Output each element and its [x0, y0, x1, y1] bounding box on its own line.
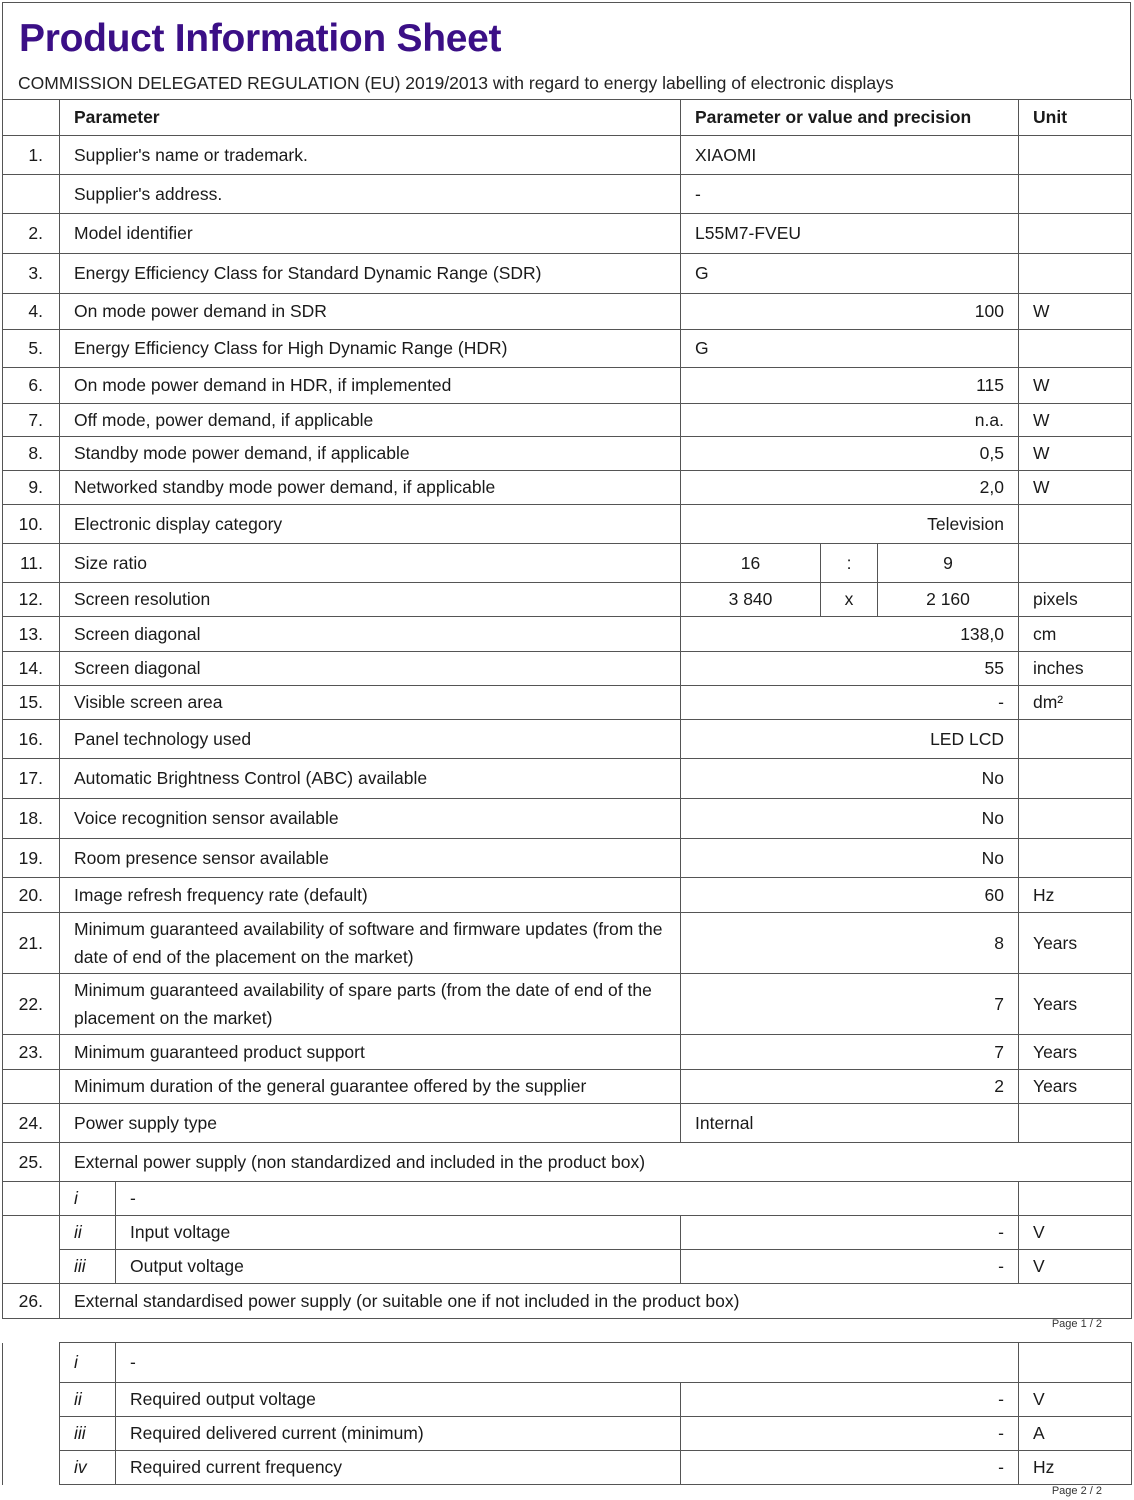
unit-cell	[1019, 330, 1132, 368]
unit-cell: Hz	[1019, 1451, 1132, 1485]
table-row	[3, 1182, 1132, 1216]
value-cell: 138,0	[681, 617, 1019, 652]
value-a: 3 840	[681, 583, 821, 617]
table-row	[3, 1216, 1132, 1250]
header-num	[3, 100, 60, 136]
unit-cell	[1019, 1182, 1132, 1216]
table-row	[3, 617, 1132, 652]
sub-item-label: Required output voltage	[116, 1383, 681, 1417]
parameter-label: Minimum guaranteed product support	[60, 1035, 681, 1070]
parameter-label: Energy Efficiency Class for High Dynamic Range (HDR)	[60, 330, 681, 368]
table-row	[3, 1070, 1132, 1104]
sub-item-numeral: ii	[60, 1216, 116, 1250]
value-cell: L55M7-FVEU	[681, 214, 1019, 254]
sub-item-numeral: iii	[60, 1417, 116, 1451]
table-row	[3, 368, 1132, 404]
table-row	[3, 214, 1132, 254]
table-row	[3, 720, 1132, 759]
value-cell: No	[681, 839, 1019, 878]
value-cell: -	[681, 1250, 1019, 1284]
table-row	[3, 1035, 1132, 1070]
value-cell: 7	[681, 1035, 1019, 1070]
row-number: 13.	[3, 617, 60, 652]
row-number: 5.	[3, 330, 60, 368]
row-number: 11.	[3, 544, 60, 583]
unit-cell: Years	[1019, 974, 1132, 1035]
value-cell: 100	[681, 294, 1019, 330]
row-number: 16.	[3, 720, 60, 759]
value-b: 9	[878, 544, 1019, 583]
sub-item-numeral: i	[60, 1343, 116, 1383]
unit-cell	[1019, 1104, 1132, 1143]
sub-item-label: Required delivered current (minimum)	[116, 1417, 681, 1451]
value-cell: LED LCD	[681, 720, 1019, 759]
unit-cell	[1019, 799, 1132, 839]
value-cell: -	[681, 1417, 1019, 1451]
unit-cell: V	[1019, 1216, 1132, 1250]
row-number: 17.	[3, 759, 60, 799]
row-number	[3, 1417, 60, 1451]
regulation-subtitle: COMMISSION DELEGATED REGULATION (EU) 2019/2013 with regard to energy labelling of electronic displays	[18, 73, 894, 93]
row-number: 4.	[3, 294, 60, 330]
value-cell: No	[681, 799, 1019, 839]
parameter-label: On mode power demand in SDR	[60, 294, 681, 330]
sub-item-label: Output voltage	[116, 1250, 681, 1284]
unit-cell	[1019, 175, 1132, 214]
header-unit: Unit	[1019, 100, 1132, 136]
row-number	[3, 175, 60, 214]
sub-item-label: Required current frequency	[116, 1451, 681, 1485]
sub-item-numeral: ii	[60, 1383, 116, 1417]
parameter-label: Automatic Brightness Control (ABC) available	[60, 759, 681, 799]
header-parameter: Parameter	[60, 100, 681, 136]
row-number: 25.	[3, 1143, 60, 1182]
unit-cell	[1019, 136, 1132, 175]
value-cell: -	[681, 1451, 1019, 1485]
sheet-header	[2, 2, 1131, 100]
parameter-label: Visible screen area	[60, 686, 681, 720]
row-number: 10.	[3, 505, 60, 544]
table-row	[3, 1451, 1132, 1485]
table-row	[3, 1104, 1132, 1143]
row-number: 22.	[3, 974, 60, 1035]
unit-cell: Years	[1019, 1035, 1132, 1070]
parameter-label: Off mode, power demand, if applicable	[60, 404, 681, 437]
table-row	[3, 799, 1132, 839]
unit-cell: pixels	[1019, 583, 1132, 617]
table-row	[3, 1343, 1132, 1383]
row-number	[3, 1250, 60, 1284]
parameter-label: Minimum duration of the general guarantee offered by the supplier	[60, 1070, 681, 1104]
sub-item-numeral: iii	[60, 1250, 116, 1284]
table-row	[3, 294, 1132, 330]
table-row	[3, 759, 1132, 799]
unit-cell	[1019, 759, 1132, 799]
table-row	[3, 136, 1132, 175]
unit-cell	[1019, 254, 1132, 294]
parameter-label: Electronic display category	[60, 505, 681, 544]
table-row	[3, 175, 1132, 214]
row-number	[3, 1343, 60, 1383]
parameter-label: Voice recognition sensor available	[60, 799, 681, 839]
unit-cell: W	[1019, 404, 1132, 437]
header-value: Parameter or value and precision	[681, 100, 1019, 136]
unit-cell: V	[1019, 1383, 1132, 1417]
value-cell: -	[681, 1216, 1019, 1250]
sub-item-label: Input voltage	[116, 1216, 681, 1250]
unit-cell	[1019, 1343, 1132, 1383]
table-row	[3, 330, 1132, 368]
unit-cell: Hz	[1019, 878, 1132, 913]
parameter-label: Image refresh frequency rate (default)	[60, 878, 681, 913]
row-number: 18.	[3, 799, 60, 839]
table-row	[3, 1143, 1132, 1182]
unit-cell: Years	[1019, 1070, 1132, 1104]
sub-item-numeral: iv	[60, 1451, 116, 1485]
unit-cell: inches	[1019, 652, 1132, 686]
row-number	[3, 1070, 60, 1104]
parameter-label: Screen diagonal	[60, 617, 681, 652]
unit-cell: W	[1019, 368, 1132, 404]
table-row	[3, 583, 1132, 617]
parameter-label: Panel technology used	[60, 720, 681, 759]
value-cell: G	[681, 330, 1019, 368]
parameter-label: Energy Efficiency Class for Standard Dynamic Range (SDR)	[60, 254, 681, 294]
table-row	[3, 1250, 1132, 1284]
row-number	[3, 1451, 60, 1485]
table-row	[3, 686, 1132, 720]
parameter-label: Screen diagonal	[60, 652, 681, 686]
value-cell: -	[681, 686, 1019, 720]
value-cell: 8	[681, 913, 1019, 974]
unit-cell: W	[1019, 437, 1132, 471]
row-number	[3, 1182, 60, 1216]
row-number: 6.	[3, 368, 60, 404]
parameter-label: Model identifier	[60, 214, 681, 254]
parameter-label: Size ratio	[60, 544, 681, 583]
row-number: 8.	[3, 437, 60, 471]
row-number: 12.	[3, 583, 60, 617]
row-number: 21.	[3, 913, 60, 974]
table-row	[3, 652, 1132, 686]
parameter-table-continued	[2, 1342, 1132, 1485]
row-number: 26.	[3, 1284, 60, 1319]
parameter-table	[2, 99, 1132, 1319]
unit-cell	[1019, 839, 1132, 878]
table-row	[3, 505, 1132, 544]
row-number: 1.	[3, 136, 60, 175]
row-number: 19.	[3, 839, 60, 878]
value-cell: 0,5	[681, 437, 1019, 471]
table-row	[3, 913, 1132, 974]
row-number	[3, 1216, 60, 1250]
row-number	[3, 1383, 60, 1417]
table-row	[3, 839, 1132, 878]
parameter-label: Screen resolution	[60, 583, 681, 617]
unit-cell: A	[1019, 1417, 1132, 1451]
sub-item-label: -	[116, 1343, 1019, 1383]
row-number: 9.	[3, 471, 60, 505]
table-row	[3, 437, 1132, 471]
table-header-row	[3, 100, 1132, 136]
unit-cell: W	[1019, 294, 1132, 330]
table-row	[3, 544, 1132, 583]
parameter-label: Minimum guaranteed availability of software and firmware updates (from the date of end of the placement on the market)	[60, 913, 681, 974]
page-number: Page 2 / 2	[1051, 1485, 1102, 1497]
row-number: 7.	[3, 404, 60, 437]
unit-cell: W	[1019, 471, 1132, 505]
unit-cell	[1019, 214, 1132, 254]
value-cell: 115	[681, 368, 1019, 404]
sub-item-numeral: i	[60, 1182, 116, 1216]
value-cell: -	[681, 1383, 1019, 1417]
parameter-label: Networked standby mode power demand, if applicable	[60, 471, 681, 505]
section-label: External power supply (non standardized and included in the product box)	[60, 1143, 1132, 1182]
value-separator: x	[821, 583, 878, 617]
parameter-label: Minimum guaranteed availability of spare parts (from the date of end of the placement on the market)	[60, 974, 681, 1035]
table-row	[3, 974, 1132, 1035]
parameter-label: On mode power demand in HDR, if implemented	[60, 368, 681, 404]
unit-cell: cm	[1019, 617, 1132, 652]
table-row	[3, 254, 1132, 294]
value-cell: 60	[681, 878, 1019, 913]
table-row	[3, 1383, 1132, 1417]
value-cell: n.a.	[681, 404, 1019, 437]
value-cell: Internal	[681, 1104, 1019, 1143]
page-number: Page 1 / 2	[1051, 1318, 1102, 1330]
row-number: 20.	[3, 878, 60, 913]
value-cell: 55	[681, 652, 1019, 686]
unit-cell	[1019, 505, 1132, 544]
value-cell: XIAOMI	[681, 136, 1019, 175]
page-title: Product Information Sheet	[19, 17, 502, 60]
value-cell: G	[681, 254, 1019, 294]
value-a: 16	[681, 544, 821, 583]
value-cell: 2,0	[681, 471, 1019, 505]
sub-item-label: -	[116, 1182, 1019, 1216]
parameter-label: Room presence sensor available	[60, 839, 681, 878]
table-row	[3, 878, 1132, 913]
row-number: 2.	[3, 214, 60, 254]
table-row	[3, 1284, 1132, 1319]
parameter-label: Supplier's name or trademark.	[60, 136, 681, 175]
table-row	[3, 1417, 1132, 1451]
value-cell: 7	[681, 974, 1019, 1035]
row-number: 3.	[3, 254, 60, 294]
parameter-label: Power supply type	[60, 1104, 681, 1143]
unit-cell	[1019, 544, 1132, 583]
unit-cell: dm²	[1019, 686, 1132, 720]
row-number: 23.	[3, 1035, 60, 1070]
row-number: 15.	[3, 686, 60, 720]
unit-cell: Years	[1019, 913, 1132, 974]
value-cell: Television	[681, 505, 1019, 544]
row-number: 14.	[3, 652, 60, 686]
value-cell: No	[681, 759, 1019, 799]
table-row	[3, 471, 1132, 505]
parameter-label: Supplier's address.	[60, 175, 681, 214]
section-label: External standardised power supply (or suitable one if not included in the product box)	[60, 1284, 1132, 1319]
unit-cell: V	[1019, 1250, 1132, 1284]
unit-cell	[1019, 720, 1132, 759]
parameter-label: Standby mode power demand, if applicable	[60, 437, 681, 471]
row-number: 24.	[3, 1104, 60, 1143]
value-b: 2 160	[878, 583, 1019, 617]
table-row	[3, 404, 1132, 437]
value-cell: 2	[681, 1070, 1019, 1104]
value-cell: -	[681, 175, 1019, 214]
value-separator: :	[821, 544, 878, 583]
